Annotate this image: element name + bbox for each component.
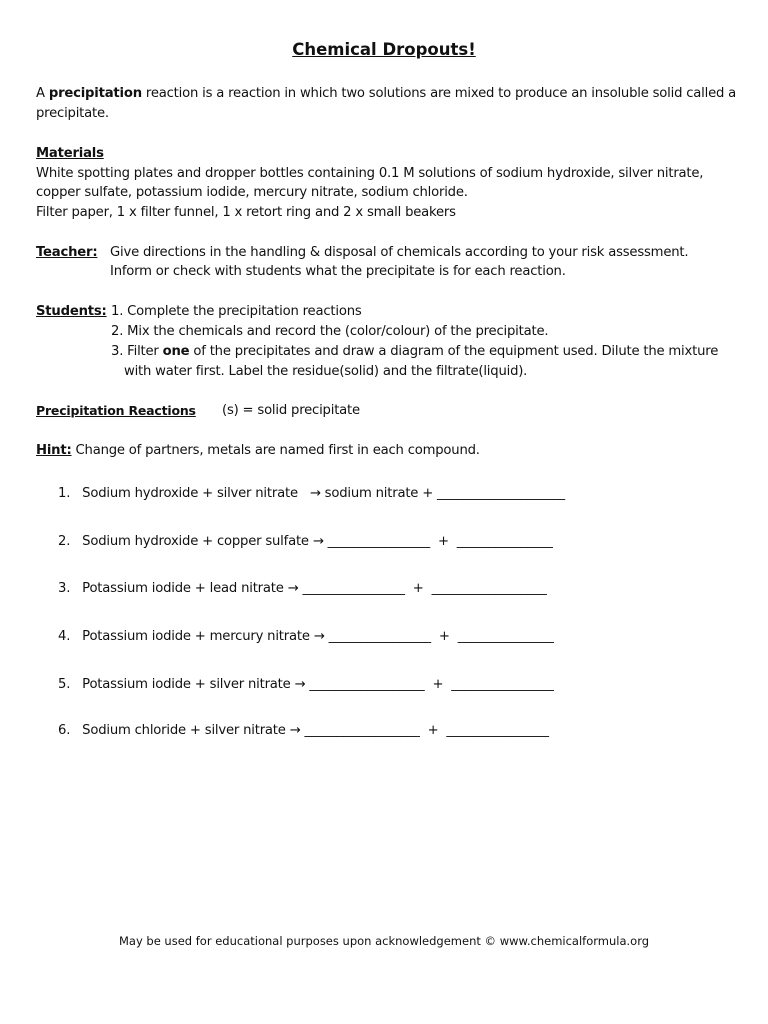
materials-heading: Materials xyxy=(36,146,104,161)
intro-line-1 xyxy=(36,86,736,102)
step-3-start: 3. Filter xyxy=(111,344,163,359)
step-3-end: of the precipitates and draw a diagram of the equipment used. Dilute the mixture xyxy=(189,344,719,359)
intro-line-2: precipitate. xyxy=(36,106,109,121)
teacher-label: Teacher: xyxy=(36,245,98,260)
step-3-emphasis: one xyxy=(162,344,190,359)
reactions-heading: Precipitation Reactions xyxy=(36,403,196,418)
materials-line: White spotting plates and dropper bottles containing 0.1 M solutions of sodium hydroxide, silver nitrate, xyxy=(36,166,704,181)
reaction-item: 5. Potassium iodide + silver nitrate → __________________ + ________________ xyxy=(58,677,554,692)
page-title: Chemical Dropouts! xyxy=(292,40,476,59)
reaction-item: 4. Potassium iodide + mercury nitrate → ________________ + _______________ xyxy=(58,629,554,644)
hint-line xyxy=(36,443,480,459)
intro-rest: reaction is a reaction in which two solutions are mixed to produce an insoluble solid called a xyxy=(141,86,737,101)
reaction-item: 6. Sodium chloride + silver nitrate → __________________ + ________________ xyxy=(58,723,549,738)
materials-line: Filter paper, 1 x filter funnel, 1 x retort ring and 2 x small beakers xyxy=(36,205,456,220)
students-step-2: 2. Mix the chemicals and record the (color/colour) of the precipitate. xyxy=(111,324,549,339)
hint-text: Change of partners, metals are named first in each compound. xyxy=(71,443,480,458)
students-step-3 xyxy=(111,344,718,360)
students-step-3-cont: with water first. Label the residue(solid) and the filtrate(liquid). xyxy=(124,364,528,379)
reaction-item: 2. Sodium hydroxide + copper sulfate → ________________ + _______________ xyxy=(58,534,553,549)
footer-credit: May be used for educational purposes upon acknowledgement © www.chemicalformula.org xyxy=(118,934,650,948)
reactions-note: (s) = solid precipitate xyxy=(222,403,360,418)
teacher-line: Give directions in the handling & disposal of chemicals according to your risk assessment. xyxy=(110,245,689,260)
reaction-item: 3. Potassium iodide + lead nitrate → ________________ + __________________ xyxy=(58,581,547,596)
students-label: Students: xyxy=(36,304,107,319)
students-step-1: 1. Complete the precipitation reactions xyxy=(111,304,362,319)
teacher-line: Inform or check with students what the precipitate is for each reaction. xyxy=(110,264,566,279)
hint-label: Hint: xyxy=(36,443,72,458)
reaction-item: 1. Sodium hydroxide + silver nitrate → sodium nitrate + ____________________ xyxy=(58,486,565,501)
intro-a: A xyxy=(36,86,49,101)
intro-keyword: precipitation xyxy=(48,86,142,101)
materials-line: copper sulfate, potassium iodide, mercury nitrate, sodium chloride. xyxy=(36,185,468,200)
